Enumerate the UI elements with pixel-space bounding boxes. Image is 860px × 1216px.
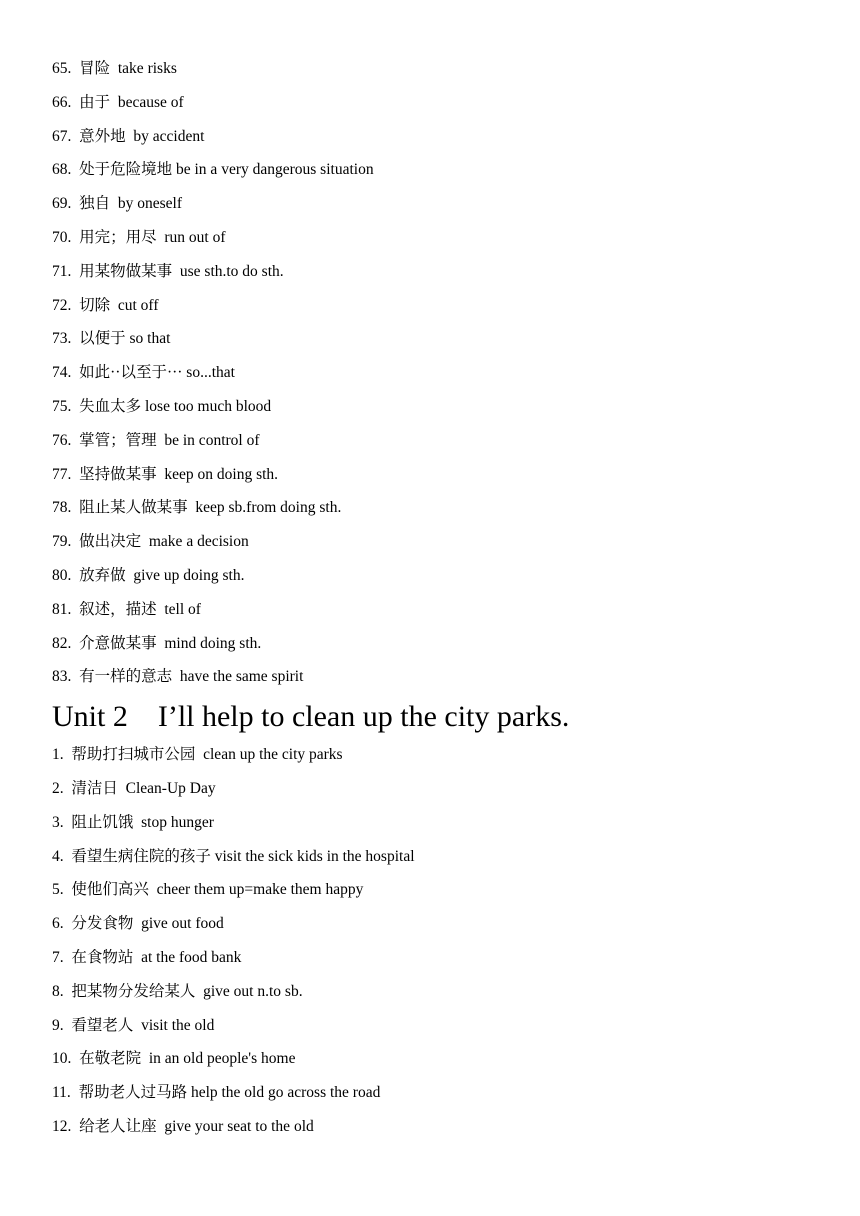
phrase-entry [52,809,842,843]
entry-number: 83. [52,668,72,686]
phrase-entry [52,156,842,190]
entry-number: 4. [52,847,64,865]
phrase-entry [52,843,842,877]
phrase-entry [52,944,842,978]
phrase-entry [52,89,842,123]
entry-text: 介意做某事 mind doing sth. [79,634,262,652]
phrase-entry [52,258,842,292]
entry-text: 用完；用尽 run out of [79,228,226,246]
phrase-entry [52,325,842,359]
entry-number: 12. [52,1117,72,1135]
entry-number: 74. [52,364,72,382]
entry-number: 65. [52,60,72,77]
entry-text: 坚持做某事 keep on doing sth. [79,465,279,483]
entry-text: 阻止饥饿 stop hunger [71,813,214,831]
entry-text: 意外地 by accident [79,127,205,145]
phrase-entry [52,393,842,427]
phrase-list-unit1-continued [52,55,842,697]
entry-text: 把某物分发给某人 give out n.to sb. [71,982,303,1000]
phrase-entry [52,190,842,224]
entry-text: 看望生病住院的孩子 visit the sick kids in the hospital [71,847,415,865]
phrase-entry [52,741,842,775]
document-page [52,55,842,1147]
entry-number: 11. [52,1084,71,1102]
entry-number: 6. [52,915,64,933]
entry-text: 在食物站 at the food bank [71,948,242,966]
entry-number: 7. [52,948,64,966]
entry-number: 1. [52,746,64,764]
entry-number: 71. [52,262,72,280]
entry-text: 阻止某人做某事 keep sb.from doing sth. [79,499,342,517]
entry-text: 帮助打扫城市公园 clean up the city parks [71,746,343,764]
entry-text: 给老人让座 give your seat to the old [79,1117,314,1135]
entry-text: 冒险 take risks [79,60,177,77]
phrase-entry [52,123,842,157]
phrase-entry [52,528,842,562]
entry-number: 78. [52,499,72,517]
entry-number: 76. [52,431,72,449]
phrase-entry [52,775,842,809]
entry-number: 67. [52,127,72,145]
entry-text: 失血太多 lose too much blood [79,397,272,415]
entry-text: 处于危险境地 be in a very dangerous situation [79,161,374,179]
phrase-entry [52,562,842,596]
phrase-entry [52,427,842,461]
phrase-entry [52,910,842,944]
phrase-entry [52,359,842,393]
entry-text: 在敬老院 in an old people's home [79,1050,296,1068]
phrase-entry [52,978,842,1012]
phrase-entry [52,876,842,910]
entry-number: 2. [52,779,64,797]
entry-number: 72. [52,296,72,314]
phrase-entry [52,1113,842,1147]
entry-text: 看望老人 visit the old [71,1016,215,1034]
entry-text: 由于 because of [79,93,184,111]
entry-number: 73. [52,330,72,348]
entry-text: 如此··以至于··· so...that [79,364,235,382]
entry-number: 3. [52,813,64,831]
entry-number: 77. [52,465,72,483]
entry-number: 9. [52,1016,64,1034]
phrase-entry [52,494,842,528]
phrase-entry [52,630,842,664]
phrase-entry [52,224,842,258]
entry-number: 82. [52,634,72,652]
phrase-entry [52,1012,842,1046]
entry-text: 以便于 so that [79,330,171,348]
phrase-entry [52,1045,842,1079]
entry-text: 切除 cut off [79,296,159,314]
entry-text: 有一样的意志 have the same spirit [79,668,304,686]
entry-text: 分发食物 give out food [71,915,224,933]
phrase-entry [52,663,842,697]
entry-number: 75. [52,397,72,415]
entry-number: 8. [52,982,64,1000]
entry-text: 帮助老人过马路 help the old go across the road [78,1084,381,1102]
entry-number: 80. [52,566,72,584]
entry-number: 68. [52,161,72,179]
unit2-heading: Unit 2 I’ll help to clean up the city parks. [52,700,570,734]
entry-number: 66. [52,93,72,111]
entry-text: 独自 by oneself [79,195,183,213]
entry-number: 5. [52,881,64,899]
entry-number: 79. [52,533,72,551]
entry-text: 清洁日 Clean-Up Day [71,779,216,797]
phrase-list-unit2 [52,741,842,1147]
phrase-entry [52,1079,842,1113]
phrase-entry [52,596,842,630]
entry-number: 69. [52,195,72,213]
entry-text: 使他们高兴 cheer them up=make them happy [71,881,364,899]
entry-text: 掌管；管理 be in control of [79,431,260,449]
entry-text: 放弃做 give up doing sth. [79,566,245,584]
entry-number: 81. [52,600,72,618]
phrase-entry [52,461,842,495]
entry-text: 叙述，描述 tell of [79,600,201,618]
entry-text: 做出决定 make a decision [79,533,249,551]
entry-number: 10. [52,1050,72,1068]
entry-text: 用某物做某事 use sth.to do sth. [79,262,284,280]
entry-number: 70. [52,228,72,246]
phrase-entry [52,55,842,89]
phrase-entry [52,292,842,326]
